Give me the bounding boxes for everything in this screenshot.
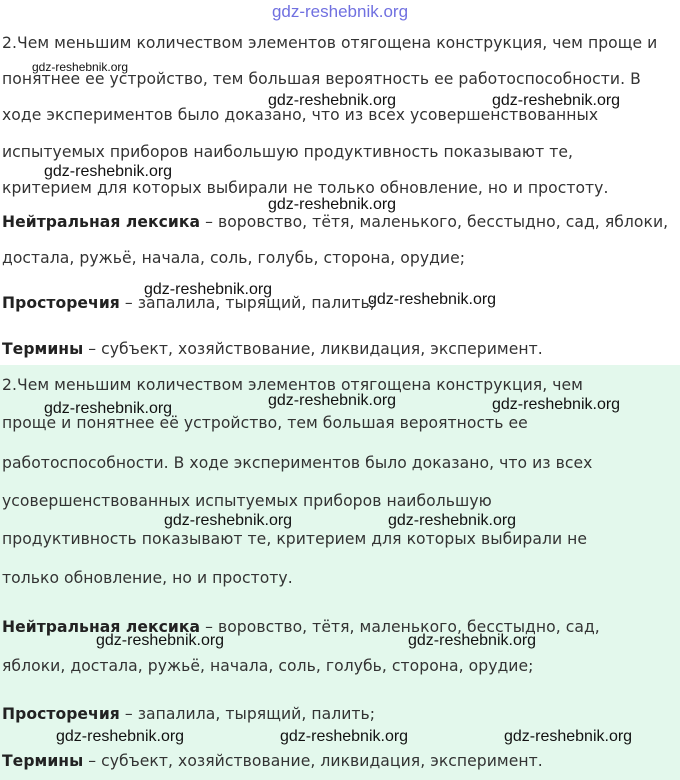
bottom-paragraph-line: проще и понятнее её устройство, тем большая вероятность ее bbox=[2, 414, 528, 432]
top-slang-text: – запалила, тырящий, палить; bbox=[119, 294, 376, 312]
watermark: gdz-reshebnik.org bbox=[56, 728, 185, 745]
watermark: gdz-reshebnik.org bbox=[164, 512, 293, 529]
bottom-terms-line bbox=[2, 752, 543, 770]
top-paragraph-line: 2.Чем меньшим количеством элементов отягощена конструкция, чем проще и bbox=[2, 34, 658, 52]
watermark: gdz-reshebnik.org bbox=[388, 512, 517, 529]
top-terms-text: – субъект, хозяйствование, ликвидация, эксперимент. bbox=[83, 340, 543, 358]
bottom-terms-text: – субъект, хозяйствование, ликвидация, эксперимент. bbox=[83, 752, 543, 770]
bottom-slang-label: Просторечия bbox=[2, 705, 120, 723]
watermark: gdz-reshebnik.org bbox=[44, 400, 173, 417]
bottom-neutral-line-2: яблоки, достала, ружьё, начала, соль, голубь, сторона, орудие; bbox=[2, 657, 534, 675]
watermark: gdz-reshebnik.org bbox=[96, 632, 225, 649]
watermark: gdz-reshebnik.org bbox=[492, 92, 621, 109]
bottom-paragraph-line: 2.Чем меньшим количеством элементов отягощена конструкция, чем bbox=[2, 376, 583, 394]
bottom-paragraph-line: продуктивность показывают те, критерием для которых выбирали не bbox=[2, 530, 588, 548]
watermark: gdz-reshebnik.org bbox=[32, 60, 129, 74]
bottom-slang-line bbox=[2, 705, 375, 723]
top-slang-label: Просторечия bbox=[2, 294, 120, 312]
bottom-neutral-text: – воровство, тётя, маленького, бесстыдно, сад, bbox=[200, 618, 600, 636]
watermark: gdz-reshebnik.org bbox=[280, 728, 409, 745]
watermark: gdz-reshebnik.org bbox=[368, 291, 497, 308]
bottom-neutral-label: Нейтральная лексика bbox=[2, 618, 201, 636]
top-neutral-line bbox=[2, 213, 668, 231]
top-neutral-text: – воровство, тётя, маленького, бесстыдно, сад, яблоки, bbox=[200, 213, 669, 231]
bottom-terms-label: Термины bbox=[2, 752, 84, 770]
top-paragraph-line: критерием для которых выбирали не только обновление, но и простоту. bbox=[2, 179, 609, 197]
watermark: gdz-reshebnik.org bbox=[268, 196, 397, 213]
watermark: gdz-reshebnik.org bbox=[268, 92, 397, 109]
watermark: gdz-reshebnik.org bbox=[492, 396, 621, 413]
watermark: gdz-reshebnik.org bbox=[504, 728, 633, 745]
top-terms-line bbox=[2, 340, 543, 358]
top-neutral-line-2: достала, ружьё, начала, соль, голубь, сторона, орудие; bbox=[2, 249, 466, 267]
watermark: gdz-reshebnik.org bbox=[144, 281, 273, 298]
site-title[interactable]: gdz-reshebnik.org bbox=[271, 2, 409, 21]
top-paragraph-line: ходе экспериментов было доказано, что из всех усовершенствованных bbox=[2, 106, 599, 124]
bottom-paragraph-line: усовершенствованных испытуемых приборов наибольшую bbox=[2, 492, 492, 510]
watermark: gdz-reshebnik.org bbox=[268, 392, 397, 409]
bottom-paragraph-line: работоспособности. В ходе экспериментов было доказано, что из всех bbox=[2, 454, 593, 472]
bottom-slang-text: – запалила, тырящий, палить; bbox=[119, 705, 376, 723]
top-paragraph-line: понятнее ее устройство, тем большая вероятность ее работоспособности. В bbox=[2, 70, 641, 88]
top-paragraph-line: испытуемых приборов наибольшую продуктивность показывают те, bbox=[2, 143, 574, 161]
top-neutral-label: Нейтральная лексика bbox=[2, 213, 201, 231]
watermark: gdz-reshebnik.org bbox=[408, 632, 537, 649]
top-terms-label: Термины bbox=[2, 340, 84, 358]
bottom-paragraph-line: только обновление, но и простоту. bbox=[2, 569, 293, 587]
watermark: gdz-reshebnik.org bbox=[44, 163, 173, 180]
